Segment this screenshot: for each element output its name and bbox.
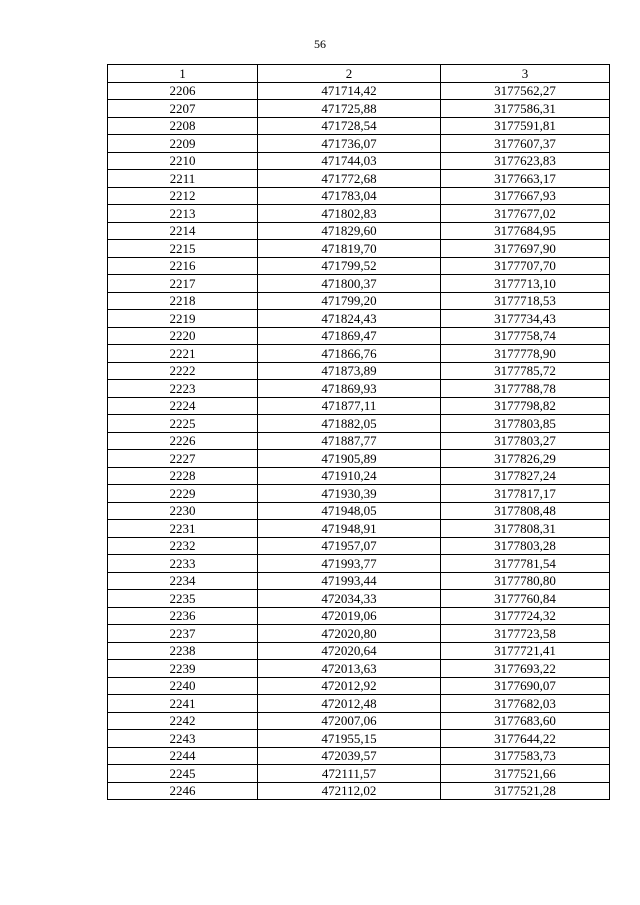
table-row bbox=[108, 205, 610, 223]
y-coordinate-cell: 3177758,74 bbox=[441, 327, 610, 345]
column-header-3: 3 bbox=[441, 65, 610, 83]
x-coordinate-cell: 472111,57 bbox=[258, 765, 441, 783]
point-number-cell: 2213 bbox=[108, 205, 258, 223]
x-coordinate-cell: 472112,02 bbox=[258, 782, 441, 800]
x-coordinate-cell: 472034,33 bbox=[258, 590, 441, 608]
y-coordinate-cell: 3177684,95 bbox=[441, 222, 610, 240]
y-coordinate-cell: 3177667,93 bbox=[441, 187, 610, 205]
x-coordinate-cell: 471819,70 bbox=[258, 240, 441, 258]
table-row bbox=[108, 170, 610, 188]
point-number-cell: 2240 bbox=[108, 677, 258, 695]
table-body bbox=[108, 82, 610, 800]
table-row bbox=[108, 82, 610, 100]
table-row bbox=[108, 485, 610, 503]
y-coordinate-cell: 3177683,60 bbox=[441, 712, 610, 730]
table-row bbox=[108, 222, 610, 240]
point-number-cell: 2215 bbox=[108, 240, 258, 258]
x-coordinate-cell: 471993,77 bbox=[258, 555, 441, 573]
point-number-cell: 2234 bbox=[108, 572, 258, 590]
x-coordinate-cell: 471728,54 bbox=[258, 117, 441, 135]
y-coordinate-cell: 3177697,90 bbox=[441, 240, 610, 258]
x-coordinate-cell: 471957,07 bbox=[258, 537, 441, 555]
point-number-cell: 2230 bbox=[108, 502, 258, 520]
point-number-cell: 2226 bbox=[108, 432, 258, 450]
point-number-cell: 2237 bbox=[108, 625, 258, 643]
x-coordinate-cell: 471714,42 bbox=[258, 82, 441, 100]
y-coordinate-cell: 3177785,72 bbox=[441, 362, 610, 380]
point-number-cell: 2217 bbox=[108, 275, 258, 293]
table-row bbox=[108, 187, 610, 205]
point-number-cell: 2225 bbox=[108, 415, 258, 433]
x-coordinate-cell: 471993,44 bbox=[258, 572, 441, 590]
point-number-cell: 2242 bbox=[108, 712, 258, 730]
x-coordinate-cell: 472007,06 bbox=[258, 712, 441, 730]
y-coordinate-cell: 3177808,31 bbox=[441, 520, 610, 538]
point-number-cell: 2218 bbox=[108, 292, 258, 310]
x-coordinate-cell: 471772,68 bbox=[258, 170, 441, 188]
table-row bbox=[108, 397, 610, 415]
y-coordinate-cell: 3177760,84 bbox=[441, 590, 610, 608]
x-coordinate-cell: 471783,04 bbox=[258, 187, 441, 205]
x-coordinate-cell: 472013,63 bbox=[258, 660, 441, 678]
y-coordinate-cell: 3177583,73 bbox=[441, 747, 610, 765]
point-number-cell: 2212 bbox=[108, 187, 258, 205]
table-row bbox=[108, 695, 610, 713]
y-coordinate-cell: 3177690,07 bbox=[441, 677, 610, 695]
point-number-cell: 2222 bbox=[108, 362, 258, 380]
table-row bbox=[108, 625, 610, 643]
table-header-row bbox=[108, 65, 610, 83]
table-row bbox=[108, 415, 610, 433]
point-number-cell: 2244 bbox=[108, 747, 258, 765]
y-coordinate-cell: 3177713,10 bbox=[441, 275, 610, 293]
x-coordinate-cell: 471873,89 bbox=[258, 362, 441, 380]
table-row bbox=[108, 257, 610, 275]
x-coordinate-cell: 471799,20 bbox=[258, 292, 441, 310]
y-coordinate-cell: 3177682,03 bbox=[441, 695, 610, 713]
table-row bbox=[108, 240, 610, 258]
table-row bbox=[108, 502, 610, 520]
y-coordinate-cell: 3177778,90 bbox=[441, 345, 610, 363]
y-coordinate-cell: 3177562,27 bbox=[441, 82, 610, 100]
x-coordinate-cell: 471869,47 bbox=[258, 327, 441, 345]
x-coordinate-cell: 471877,11 bbox=[258, 397, 441, 415]
point-number-cell: 2232 bbox=[108, 537, 258, 555]
table-row bbox=[108, 712, 610, 730]
point-number-cell: 2243 bbox=[108, 730, 258, 748]
y-coordinate-cell: 3177677,02 bbox=[441, 205, 610, 223]
x-coordinate-cell: 471800,37 bbox=[258, 275, 441, 293]
y-coordinate-cell: 3177798,82 bbox=[441, 397, 610, 415]
x-coordinate-cell: 471948,05 bbox=[258, 502, 441, 520]
point-number-cell: 2221 bbox=[108, 345, 258, 363]
x-coordinate-cell: 471930,39 bbox=[258, 485, 441, 503]
point-number-cell: 2231 bbox=[108, 520, 258, 538]
table-row bbox=[108, 135, 610, 153]
y-coordinate-cell: 3177781,54 bbox=[441, 555, 610, 573]
y-coordinate-cell: 3177803,85 bbox=[441, 415, 610, 433]
column-header-2: 2 bbox=[258, 65, 441, 83]
x-coordinate-cell: 471910,24 bbox=[258, 467, 441, 485]
y-coordinate-cell: 3177808,48 bbox=[441, 502, 610, 520]
y-coordinate-cell: 3177623,83 bbox=[441, 152, 610, 170]
x-coordinate-cell: 471829,60 bbox=[258, 222, 441, 240]
table-row bbox=[108, 555, 610, 573]
point-number-cell: 2210 bbox=[108, 152, 258, 170]
coordinates-table bbox=[107, 64, 610, 800]
x-coordinate-cell: 471948,91 bbox=[258, 520, 441, 538]
table-row bbox=[108, 292, 610, 310]
y-coordinate-cell: 3177721,41 bbox=[441, 642, 610, 660]
table-row bbox=[108, 782, 610, 800]
y-coordinate-cell: 3177586,31 bbox=[441, 100, 610, 118]
y-coordinate-cell: 3177734,43 bbox=[441, 310, 610, 328]
y-coordinate-cell: 3177803,27 bbox=[441, 432, 610, 450]
y-coordinate-cell: 3177591,81 bbox=[441, 117, 610, 135]
table-row bbox=[108, 432, 610, 450]
table-row bbox=[108, 537, 610, 555]
table-row bbox=[108, 450, 610, 468]
table-row bbox=[108, 345, 610, 363]
point-number-cell: 2214 bbox=[108, 222, 258, 240]
page-number: 56 bbox=[314, 37, 326, 51]
y-coordinate-cell: 3177817,17 bbox=[441, 485, 610, 503]
x-coordinate-cell: 471905,89 bbox=[258, 450, 441, 468]
table-row bbox=[108, 380, 610, 398]
y-coordinate-cell: 3177644,22 bbox=[441, 730, 610, 748]
y-coordinate-cell: 3177663,17 bbox=[441, 170, 610, 188]
column-header-1: 1 bbox=[108, 65, 258, 83]
table-row bbox=[108, 520, 610, 538]
x-coordinate-cell: 471882,05 bbox=[258, 415, 441, 433]
x-coordinate-cell: 472039,57 bbox=[258, 747, 441, 765]
point-number-cell: 2224 bbox=[108, 397, 258, 415]
x-coordinate-cell: 471869,93 bbox=[258, 380, 441, 398]
x-coordinate-cell: 471824,43 bbox=[258, 310, 441, 328]
point-number-cell: 2246 bbox=[108, 782, 258, 800]
table-row bbox=[108, 327, 610, 345]
table-row bbox=[108, 467, 610, 485]
x-coordinate-cell: 472012,48 bbox=[258, 695, 441, 713]
point-number-cell: 2207 bbox=[108, 100, 258, 118]
point-number-cell: 2216 bbox=[108, 257, 258, 275]
point-number-cell: 2223 bbox=[108, 380, 258, 398]
y-coordinate-cell: 3177723,58 bbox=[441, 625, 610, 643]
table-row bbox=[108, 660, 610, 678]
y-coordinate-cell: 3177780,80 bbox=[441, 572, 610, 590]
y-coordinate-cell: 3177707,70 bbox=[441, 257, 610, 275]
point-number-cell: 2239 bbox=[108, 660, 258, 678]
x-coordinate-cell: 471744,03 bbox=[258, 152, 441, 170]
point-number-cell: 2233 bbox=[108, 555, 258, 573]
x-coordinate-cell: 472020,64 bbox=[258, 642, 441, 660]
x-coordinate-cell: 471887,77 bbox=[258, 432, 441, 450]
y-coordinate-cell: 3177827,24 bbox=[441, 467, 610, 485]
x-coordinate-cell: 472020,80 bbox=[258, 625, 441, 643]
table-row bbox=[108, 362, 610, 380]
x-coordinate-cell: 471802,83 bbox=[258, 205, 441, 223]
table-row bbox=[108, 642, 610, 660]
point-number-cell: 2227 bbox=[108, 450, 258, 468]
table-row bbox=[108, 607, 610, 625]
table-row bbox=[108, 590, 610, 608]
table-row bbox=[108, 765, 610, 783]
point-number-cell: 2208 bbox=[108, 117, 258, 135]
table-row bbox=[108, 275, 610, 293]
point-number-cell: 2211 bbox=[108, 170, 258, 188]
point-number-cell: 2229 bbox=[108, 485, 258, 503]
point-number-cell: 2220 bbox=[108, 327, 258, 345]
x-coordinate-cell: 472012,92 bbox=[258, 677, 441, 695]
y-coordinate-cell: 3177803,28 bbox=[441, 537, 610, 555]
point-number-cell: 2206 bbox=[108, 82, 258, 100]
x-coordinate-cell: 471725,88 bbox=[258, 100, 441, 118]
point-number-cell: 2238 bbox=[108, 642, 258, 660]
y-coordinate-cell: 3177607,37 bbox=[441, 135, 610, 153]
table-row bbox=[108, 152, 610, 170]
y-coordinate-cell: 3177693,22 bbox=[441, 660, 610, 678]
point-number-cell: 2245 bbox=[108, 765, 258, 783]
y-coordinate-cell: 3177724,32 bbox=[441, 607, 610, 625]
point-number-cell: 2209 bbox=[108, 135, 258, 153]
table-row bbox=[108, 310, 610, 328]
point-number-cell: 2228 bbox=[108, 467, 258, 485]
y-coordinate-cell: 3177826,29 bbox=[441, 450, 610, 468]
x-coordinate-cell: 471866,76 bbox=[258, 345, 441, 363]
y-coordinate-cell: 3177788,78 bbox=[441, 380, 610, 398]
point-number-cell: 2241 bbox=[108, 695, 258, 713]
table-row bbox=[108, 117, 610, 135]
y-coordinate-cell: 3177718,53 bbox=[441, 292, 610, 310]
point-number-cell: 2235 bbox=[108, 590, 258, 608]
x-coordinate-cell: 471955,15 bbox=[258, 730, 441, 748]
y-coordinate-cell: 3177521,66 bbox=[441, 765, 610, 783]
x-coordinate-cell: 472019,06 bbox=[258, 607, 441, 625]
point-number-cell: 2219 bbox=[108, 310, 258, 328]
table-row bbox=[108, 100, 610, 118]
table-row bbox=[108, 572, 610, 590]
point-number-cell: 2236 bbox=[108, 607, 258, 625]
table-row bbox=[108, 730, 610, 748]
table-row bbox=[108, 747, 610, 765]
y-coordinate-cell: 3177521,28 bbox=[441, 782, 610, 800]
table-row bbox=[108, 677, 610, 695]
x-coordinate-cell: 471736,07 bbox=[258, 135, 441, 153]
x-coordinate-cell: 471799,52 bbox=[258, 257, 441, 275]
